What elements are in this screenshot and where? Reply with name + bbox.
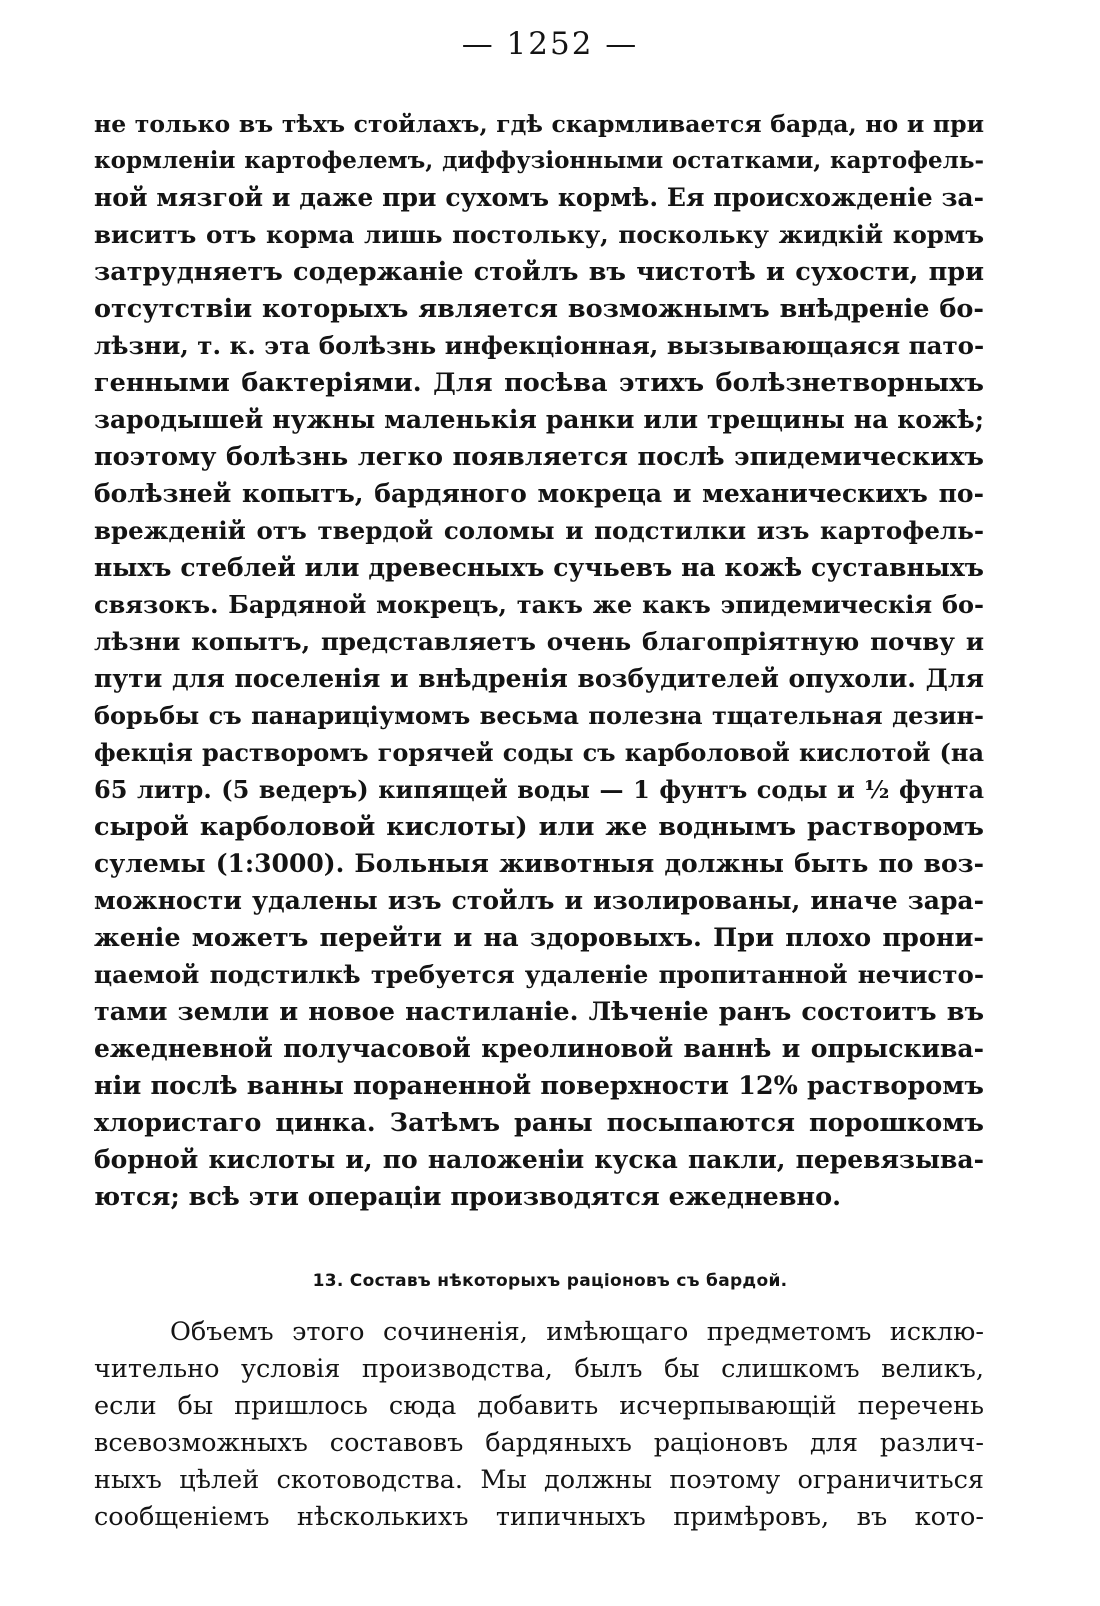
body-line-1: не только въ тѣхъ стойлахъ, гдѣ скармливается барда, но и при	[94, 110, 984, 138]
body-line-2: кормленіи картофелемъ, диффузіонными остатками, картофель-	[94, 147, 984, 174]
body-line-4: виситъ отъ корма лишь постольку, поскольку жидкій кормъ	[94, 220, 984, 249]
body-line-12: врежденій отъ твердой соломы и подстилки изъ картофель-	[94, 516, 984, 545]
body-line-10: поэтому болѣзнь легко появляется послѣ эпидемическихъ	[94, 442, 984, 472]
body-line-20: сырой карболовой кислоты) или же воднымъ растворомъ	[94, 812, 984, 842]
body-line-23: женіе можетъ перейти и на здоровыхъ. При плохо прони-	[94, 923, 984, 953]
body-line-16: пути для поселенія и внѣдренія возбудителей опухоли. Для	[94, 664, 984, 693]
body-line-24: цаемой подстилкѣ требуется удаленіе пропитанной нечисто-	[94, 960, 984, 989]
page-number: — 1252 —	[461, 26, 639, 62]
body-line-9: зародышей нужны маленькія ранки или трещины на кожѣ;	[94, 405, 984, 434]
body-line-8: генными бактеріями. Для посѣва этихъ болѣзнетворныхъ	[94, 368, 984, 398]
body-line-25: тами земли и новое настиланіе. Лѣченіе ранъ состоитъ въ	[94, 997, 984, 1027]
body-line-7: лѣзни, т. к. эта болѣзнь инфекціонная, вызывающаяся пато-	[94, 331, 985, 360]
body-line-26: ежедневной получасовой креолиновой ваннѣ и опрыскива-	[94, 1034, 984, 1063]
body-line-3: ной мязгой и даже при сухомъ кормѣ. Ея происхожденіе за-	[94, 183, 984, 212]
body-line-17: борьбы съ панарицiумомъ весьма полезна тщательная дезин-	[94, 701, 984, 730]
body-line-13: ныхъ стеблей или древесныхъ сучьевъ на кожѣ суставныхъ	[94, 553, 984, 582]
body-line-11: болѣзней копытъ, бардяного мокреца и механическихъ по-	[94, 479, 984, 508]
body-line-30: ются; всѣ эти операціи производятся ежедневно.	[94, 1182, 841, 1212]
body-line-6: отсутствіи которыхъ является возможнымъ внѣдреніе бо-	[94, 294, 984, 324]
body-line-22: можности удалены изъ стойлъ и изолированы, иначе зара-	[94, 886, 984, 915]
body-line-15: лѣзни копытъ, представляетъ очень благопріятную почву и	[94, 627, 984, 656]
section-heading: 13. Составъ нѣкоторыхъ раціоновъ съ бардой.	[312, 1271, 788, 1291]
section-line-5: ныхъ цѣлей скотоводства. Мы должны поэтому ограничиться	[94, 1465, 984, 1495]
section-line-4: всевозможныхъ составовъ бардяныхъ раціоновъ для различ-	[94, 1428, 984, 1458]
body-line-29: борной кислоты и, по наложеніи куска пакли, перевязыва-	[94, 1145, 984, 1174]
body-line-18: фекція растворомъ горячей соды съ карболовой кислотой (на	[94, 738, 984, 767]
section-line-6: сообщеніемъ нѣсколькихъ типичныхъ примѣровъ, въ кото-	[94, 1502, 984, 1532]
body-line-28: хлористаго цинка. Затѣмъ раны посыпаются порошкомъ	[94, 1108, 984, 1138]
body-line-27: ніи послѣ ванны пораненной поверхности 12% растворомъ	[94, 1071, 984, 1101]
body-line-5: затрудняетъ содержаніе стойлъ въ чистотѣ и сухости, при	[94, 257, 984, 287]
section-line-3: если бы пришлось сюда добавить исчерпывающій перечень	[94, 1391, 984, 1421]
body-line-21: сулемы (1:3000). Больныя животныя должны быть по воз-	[94, 849, 984, 878]
body-line-14: связокъ. Бардяной мокрецъ, такъ же какъ эпидемическія бо-	[94, 590, 984, 619]
body-line-19: 65 литр. (5 ведеръ) кипящей воды — 1 фунтъ соды и ½ фунта	[94, 775, 984, 804]
section-line-1: Объемъ этого сочиненія, имѣющаго предметомъ исклю-	[170, 1317, 984, 1347]
section-line-2: чительно условія производства, былъ бы слишкомъ великъ,	[94, 1354, 984, 1384]
